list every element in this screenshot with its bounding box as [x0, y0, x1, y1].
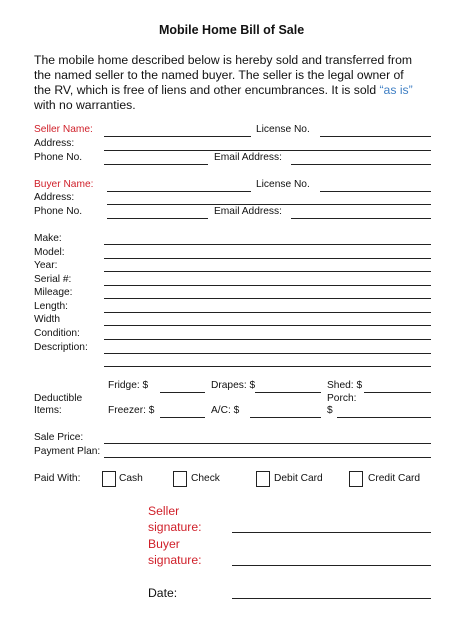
payment-plan-label: Payment Plan:: [34, 446, 101, 457]
payment-plan-field[interactable]: [104, 457, 431, 458]
intro-line: with no warranties.: [34, 98, 136, 112]
intro-line: [34, 83, 413, 98]
mileage-label: Mileage:: [34, 287, 73, 298]
buyer-license-label: License No.: [256, 179, 310, 190]
sale-price-field[interactable]: [104, 443, 431, 444]
seller-email-field[interactable]: [291, 164, 431, 165]
seller-phone-field[interactable]: [104, 164, 208, 165]
debit-card-option-label: Debit Card: [274, 473, 323, 484]
buyer-phone-field[interactable]: [107, 218, 208, 219]
porch-label: Porch:: [327, 393, 357, 404]
seller-address-field[interactable]: [104, 150, 431, 151]
porch-dollar-label: $: [327, 405, 333, 416]
shed-field[interactable]: [364, 392, 431, 393]
buyer-address-field[interactable]: [107, 204, 431, 205]
description-label: Description:: [34, 342, 88, 353]
paid-with-label: Paid With:: [34, 473, 81, 484]
document-title: Mobile Home Bill of Sale: [159, 23, 305, 37]
buyer-signature-field[interactable]: [232, 565, 431, 566]
year-field[interactable]: [104, 271, 431, 272]
seller-name-field[interactable]: [104, 136, 251, 137]
mileage-field[interactable]: [104, 298, 431, 299]
intro-line: The mobile home described below is hereby sold and transferred from: [34, 53, 413, 67]
deductible-items-label: Deductible: [34, 393, 83, 404]
buyer-address-label: Address:: [34, 192, 75, 203]
check-checkbox[interactable]: [173, 471, 187, 487]
make-field[interactable]: [104, 244, 431, 245]
condition-field[interactable]: [104, 339, 431, 340]
seller-name-label: Seller Name:: [34, 124, 93, 135]
description-field[interactable]: [104, 353, 431, 354]
credit-card-checkbox[interactable]: [349, 471, 363, 487]
date-label: Date:: [148, 586, 178, 600]
buyer-phone-label: Phone No.: [34, 206, 83, 217]
model-label: Model:: [34, 247, 65, 258]
buyer-signature-label: signature:: [148, 553, 202, 567]
model-field[interactable]: [104, 258, 431, 259]
make-label: Make:: [34, 233, 62, 244]
fridge-label: Fridge: $: [108, 380, 149, 391]
length-field[interactable]: [104, 312, 431, 313]
condition-label: Condition:: [34, 328, 80, 339]
seller-signature-label: signature:: [148, 520, 202, 534]
intro-line: the named seller to the named buyer. The seller is the legal owner of: [34, 68, 404, 82]
ac-field[interactable]: [250, 417, 321, 418]
fridge-field[interactable]: [160, 392, 205, 393]
width-label: Width: [34, 314, 61, 325]
intro-text: the RV, which is free of liens and other encumbrances. It is sold: [34, 83, 380, 97]
shed-label: Shed: $: [327, 380, 363, 391]
freezer-label: Freezer: $: [108, 405, 155, 416]
deductible-items-label: Items:: [34, 405, 62, 416]
buyer-email-label: Email Address:: [214, 206, 282, 217]
credit-card-option-label: Credit Card: [368, 473, 421, 484]
drapes-field[interactable]: [255, 392, 321, 393]
serial-field[interactable]: [104, 285, 431, 286]
as-is-text: “as is”: [379, 83, 413, 97]
length-label: Length:: [34, 301, 68, 312]
year-label: Year:: [34, 260, 58, 271]
cash-checkbox[interactable]: [102, 471, 116, 487]
drapes-label: Drapes: $: [211, 380, 256, 391]
seller-license-label: License No.: [256, 124, 310, 135]
date-field[interactable]: [232, 598, 431, 599]
check-option-label: Check: [191, 473, 220, 484]
seller-signature-field[interactable]: [232, 532, 431, 533]
buyer-email-field[interactable]: [291, 218, 431, 219]
seller-address-label: Address:: [34, 138, 75, 149]
buyer-license-field[interactable]: [320, 191, 431, 192]
freezer-field[interactable]: [160, 417, 205, 418]
width-field[interactable]: [104, 325, 431, 326]
sale-price-label: Sale Price:: [34, 432, 84, 443]
serial-label: Serial #:: [34, 274, 72, 285]
seller-signature-label: Seller: [148, 504, 180, 518]
seller-email-label: Email Address:: [214, 152, 282, 163]
debit-card-checkbox[interactable]: [256, 471, 270, 487]
seller-phone-label: Phone No.: [34, 152, 83, 163]
buyer-name-label: Buyer Name:: [34, 179, 94, 190]
seller-license-field[interactable]: [320, 136, 431, 137]
ac-label: A/C: $: [211, 405, 240, 416]
porch-field[interactable]: [337, 417, 431, 418]
cash-option-label: Cash: [119, 473, 143, 484]
buyer-name-field[interactable]: [107, 191, 251, 192]
description-field-extra[interactable]: [104, 366, 431, 367]
buyer-signature-label: Buyer: [148, 537, 180, 551]
